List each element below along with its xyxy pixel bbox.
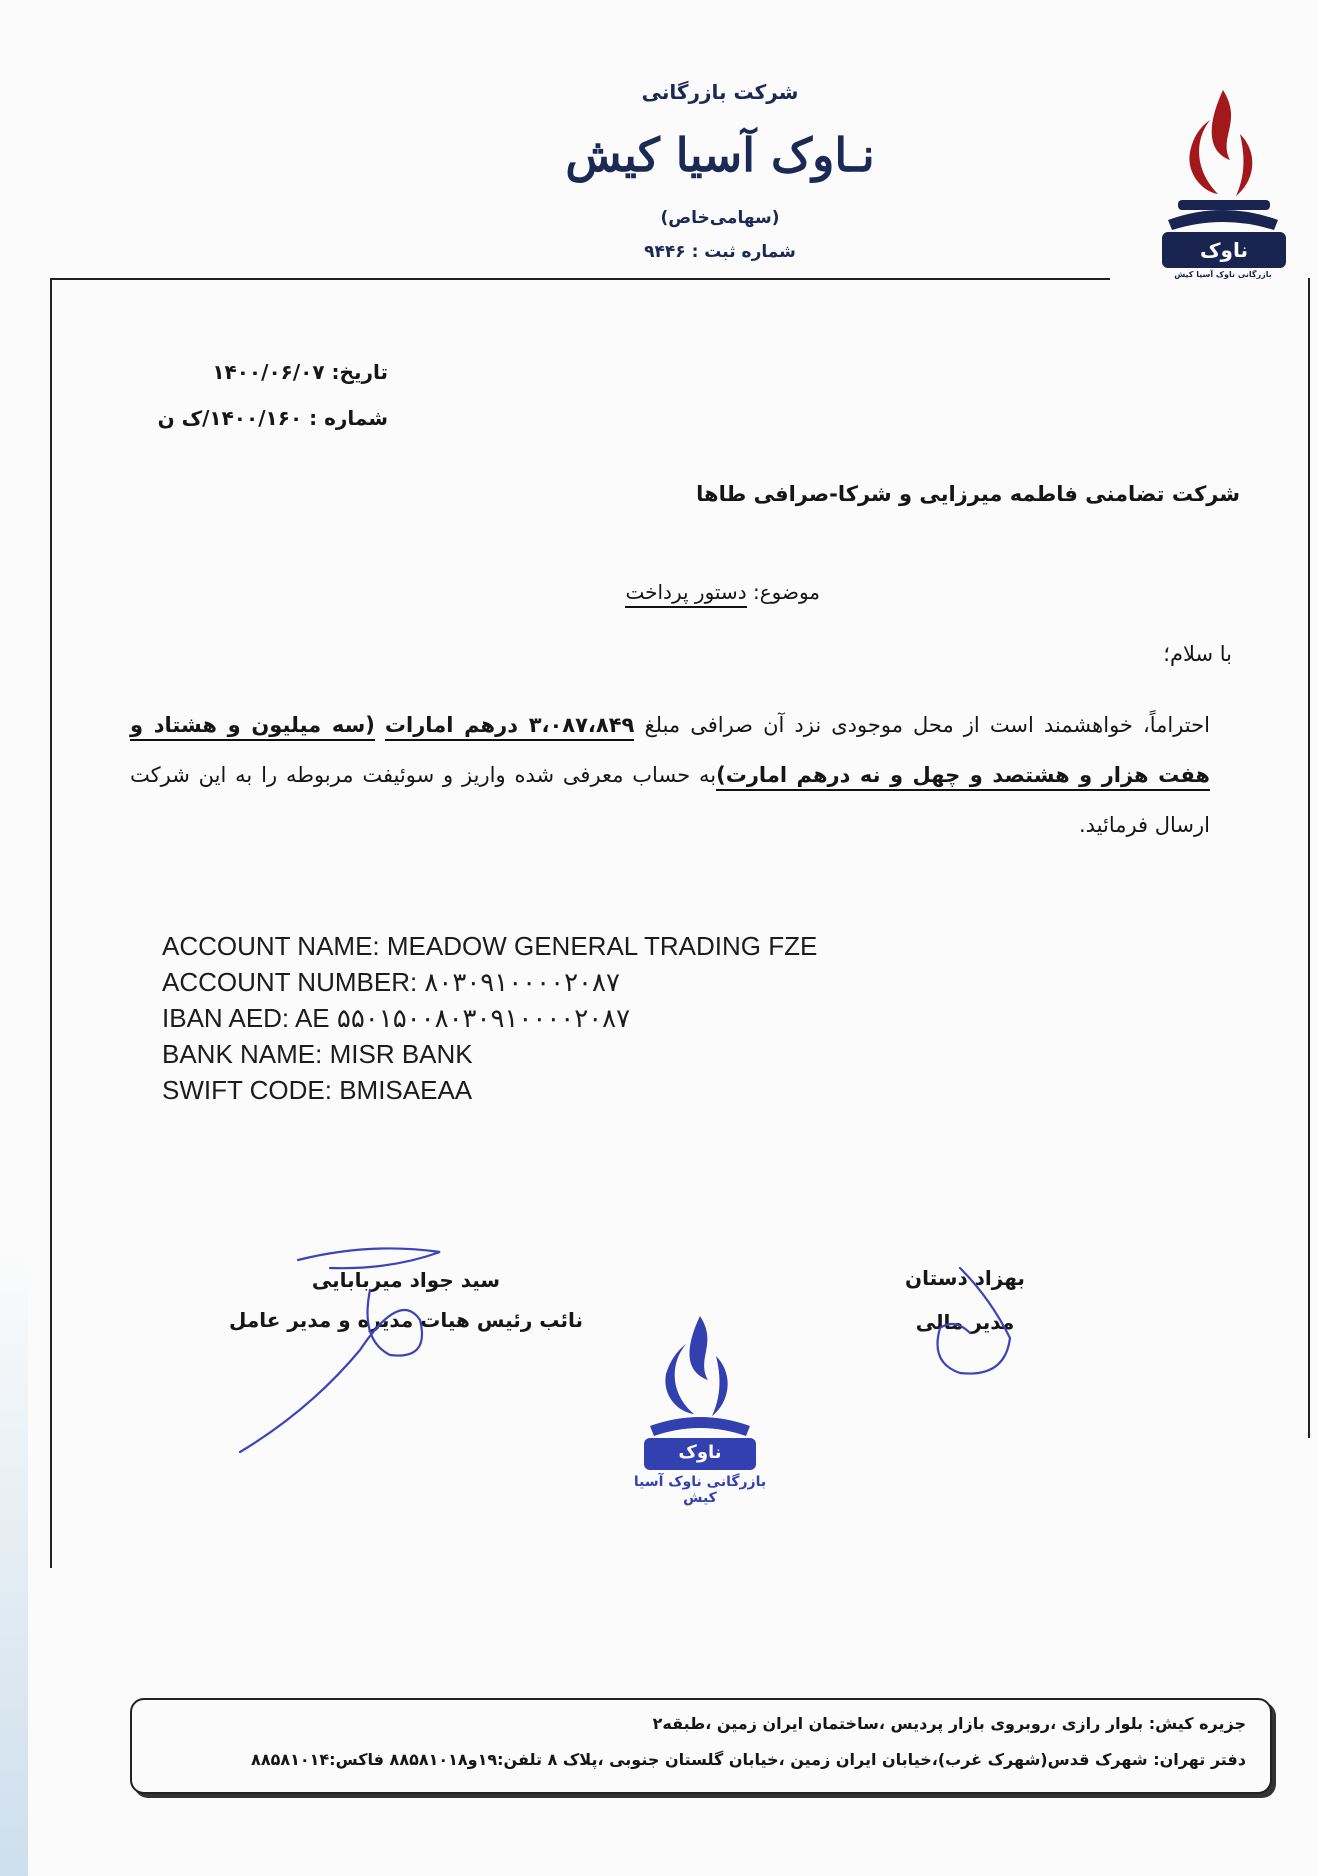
letter-frame-top	[50, 278, 1110, 280]
logo-mark: ناوک	[1200, 238, 1248, 262]
stamp-mark: ناوک	[678, 1442, 722, 1463]
letter-frame-right	[1308, 278, 1310, 1438]
stamp-caption: بازرگانی ناوک آسیا کیش	[633, 1474, 767, 1506]
signature-right-scribble	[900, 1258, 1040, 1388]
subject-line	[625, 580, 820, 604]
signer-left-name: سید جواد میربابایی	[311, 1268, 501, 1292]
signature-left-scribble	[220, 1230, 600, 1460]
account-name: ACCOUNT NAME: MEADOW GENERAL TRADING FZE	[162, 931, 818, 961]
company-type: شرکت بازرگانی	[641, 80, 799, 104]
bank-name: BANK NAME: MISR BANK	[162, 1039, 473, 1069]
logo-caption: بازرگانی ناوک آسیا کیش	[1174, 270, 1272, 279]
greeting: با سلام؛	[1163, 642, 1232, 666]
body-amount-words: (سه میلیون و هشتاد و هفت هزار و هشتصد و چهل و نه درهم امارت)	[130, 713, 1210, 791]
subject-text: دستور پرداخت	[625, 580, 746, 608]
signer-right-title: مدیر مالی	[915, 1310, 1015, 1334]
company-name: نـاوک آسیا کیش	[565, 128, 875, 182]
body-paragraph	[130, 700, 1210, 850]
body-amount: ۳،۰۸۷،۸۴۹ درهم امارات	[385, 713, 634, 741]
company-form: (سهامی‌خاص)	[660, 208, 780, 228]
letter-number: شماره : ۱۴۰۰/۱۶۰/ک ن	[157, 406, 388, 430]
company-logo	[1148, 82, 1298, 282]
recipient: شرکت تضامنی فاطمه میرزایی و شرکا-صرافی طاها	[696, 482, 1240, 506]
swift-code: SWIFT CODE: BMISAEAA	[162, 1075, 473, 1105]
registration-number: شماره ثبت : ۹۴۴۶	[644, 242, 796, 262]
subject-label: موضوع:	[752, 580, 820, 604]
signer-left-title: نائب رئیس هیات مدیره و مدیر عامل	[229, 1308, 583, 1332]
letter-date: تاریخ: ۱۴۰۰/۰۶/۰۷	[212, 360, 388, 384]
footer-kish-address: جزیره کیش: بلوار رازی ،روبروی بازار پردیس ،ساختمان ایران زمین ،طبقه۲	[652, 1714, 1246, 1733]
company-stamp	[620, 1310, 780, 1506]
account-number: ACCOUNT NUMBER: ۸۰۳۰۹۱۰۰۰۰۲۰۸۷	[162, 967, 620, 997]
scan-edge-shade	[0, 1240, 28, 1876]
footer-address-box	[130, 1698, 1272, 1794]
footer-tehran-address: دفتر تهران: شهرک قدس(شهرک غرب)،خیابان ایران زمین ،خیابان گلستان جنوبی ،پلاک ۸ تلفن:۱۹و۸۸۵۸۱۰۱۸ فاکس:۸۸۵۸۱۰۱۴	[251, 1750, 1246, 1769]
body-part2: به حساب معرفی شده واریز و سوئیفت مربوطه را به این شرکت ارسال فرمائید.	[130, 763, 1210, 837]
signer-right-name: بهزاد دستان	[905, 1266, 1025, 1290]
body-part1: احتراماً، خواهشمند است از محل موجودی نزد آن صرافی مبلغ	[644, 713, 1210, 737]
letter-frame-left	[50, 278, 52, 1568]
iban: IBAN AED: AE ۵۵۰۱۵۰۰۸۰۳۰۹۱۰۰۰۰۲۰۸۷	[162, 1003, 631, 1033]
